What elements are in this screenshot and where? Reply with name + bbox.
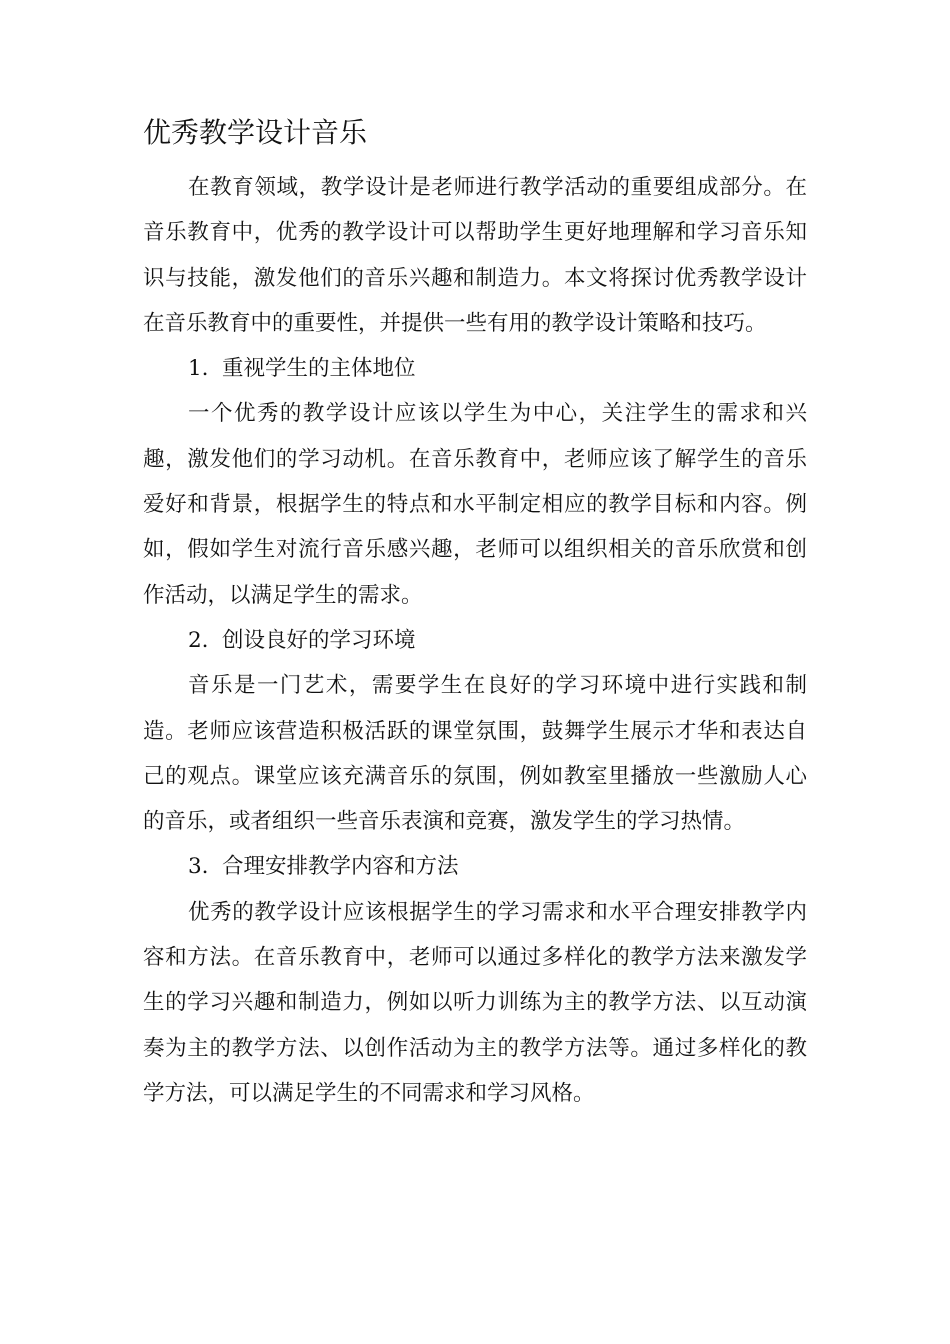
section-number: 3.	[188, 854, 209, 880]
section-body-2: 音乐是一门艺术，需要学生在良好的学习环境中进行实践和制造。老师应该营造积极活跃的课堂氛围，鼓舞学生展示才华和表达自己的观点。课堂应该充满音乐的氛围，例如教室里播放一些激励人心的音乐，或者组织一些音乐表演和竞赛，激发学生的学习热情。	[143, 673, 807, 835]
section-number: 2.	[188, 627, 209, 653]
section-heading-1	[143, 346, 807, 391]
section-body-1: 一个优秀的教学设计应该以学生为中心，关注学生的需求和兴趣，激发他们的学习动机。在音乐教育中，老师应该了解学生的音乐爱好和背景，根据学生的特点和水平制定相应的教学目标和内容。例如，假如学生对流行音乐感兴趣，老师可以组织相关的音乐欣赏和创作活动，以满足学生的需求。	[143, 401, 807, 608]
intro-paragraph: 在教育领域，教学设计是老师进行教学活动的重要组成部分。在音乐教育中，优秀的教学设计可以帮助学生更好地理解和学习音乐知识与技能，激发他们的音乐兴趣和制造力。本文将探讨优秀教学设计在音乐教育中的重要性，并提供一些有用的教学设计策略和技巧。	[143, 175, 807, 336]
section-body-3: 优秀的教学设计应该根据学生的学习需求和水平合理安排教学内容和方法。在音乐教育中，老师可以通过多样化的教学方法来激发学生的学习兴趣和制造力，例如以听力训练为主的教学方法、以互动演奏为主的教学方法、以创作活动为主的教学方法等。通过多样化的教学方法，可以满足学生的不同需求和学习风格。	[143, 899, 807, 1106]
section-number: 1.	[188, 356, 209, 382]
section-heading-text: 创设良好的学习环境	[222, 627, 416, 653]
document-body	[143, 165, 807, 1116]
section-heading-text: 合理安排教学内容和方法	[222, 854, 459, 880]
document-title: 优秀教学设计音乐	[143, 116, 368, 149]
section-heading-2	[143, 618, 807, 663]
section-heading-3	[143, 844, 807, 889]
section-heading-text: 重视学生的主体地位	[222, 356, 416, 382]
